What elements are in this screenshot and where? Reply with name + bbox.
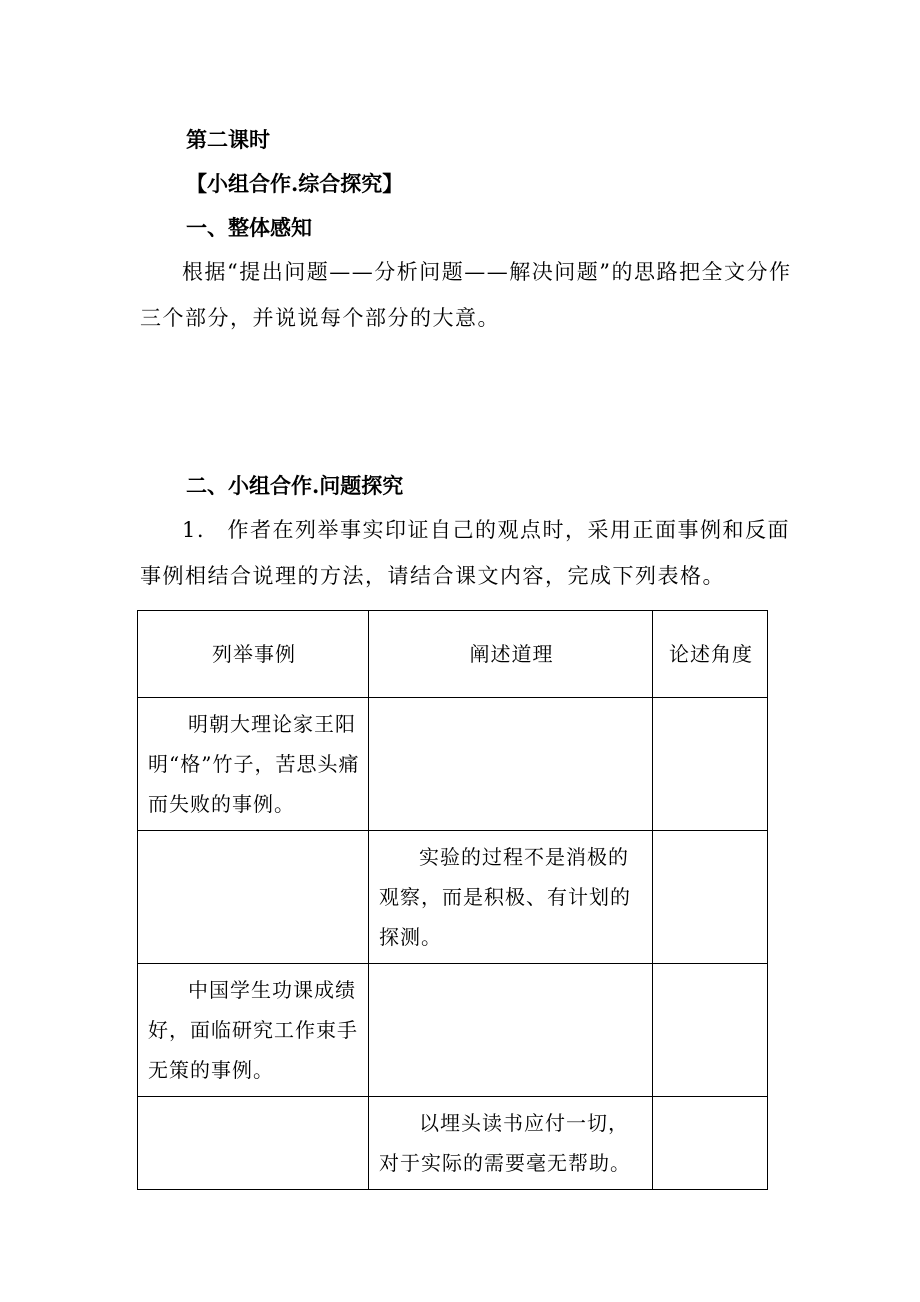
- part2-question: 1. 作者在列举事实印证自己的观点时，采用正面事例和反面事例相结合说理的方法，请结合课文内容，完成下列表格。: [140, 518, 791, 588]
- table-header-row: [138, 611, 768, 698]
- part2-heading: 二、小组合作.问题探究: [186, 473, 404, 498]
- table-row: [138, 698, 768, 831]
- section-header: 【小组合作.综合探究】: [186, 171, 404, 196]
- example-cell[interactable]: 中国学生功课成绩好，面临研究工作束手无策的事例。: [138, 964, 369, 1097]
- reason-cell[interactable]: [369, 698, 653, 831]
- header-reason: 阐述道理: [369, 611, 653, 698]
- table-row: [138, 1097, 768, 1190]
- example-cell[interactable]: 明朝大理论家王阳明“格”竹子，苦思头痛而失败的事例。: [138, 698, 369, 831]
- analysis-table: [137, 610, 768, 1190]
- reason-cell[interactable]: [369, 964, 653, 1097]
- example-cell[interactable]: [138, 831, 369, 964]
- table-row: [138, 964, 768, 1097]
- header-example: 列举事例: [138, 611, 369, 698]
- lesson-title: 第二课时: [186, 127, 270, 152]
- part1-instruction: 根据“提出问题——分析问题——解决问题”的思路把全文分作三个部分，并说说每个部分的大意。: [140, 260, 792, 330]
- reason-cell[interactable]: 以埋头读书应付一切，对于实际的需要毫无帮助。: [369, 1097, 653, 1190]
- angle-cell[interactable]: [653, 964, 768, 1097]
- angle-cell[interactable]: [653, 831, 768, 964]
- angle-cell[interactable]: [653, 1097, 768, 1190]
- header-angle: 论述角度: [653, 611, 768, 698]
- table-row: [138, 831, 768, 964]
- example-cell[interactable]: [138, 1097, 369, 1190]
- part1-heading: 一、整体感知: [186, 215, 312, 240]
- reason-cell[interactable]: 实验的过程不是消极的观察，而是积极、有计划的探测。: [369, 831, 653, 964]
- angle-cell[interactable]: [653, 698, 768, 831]
